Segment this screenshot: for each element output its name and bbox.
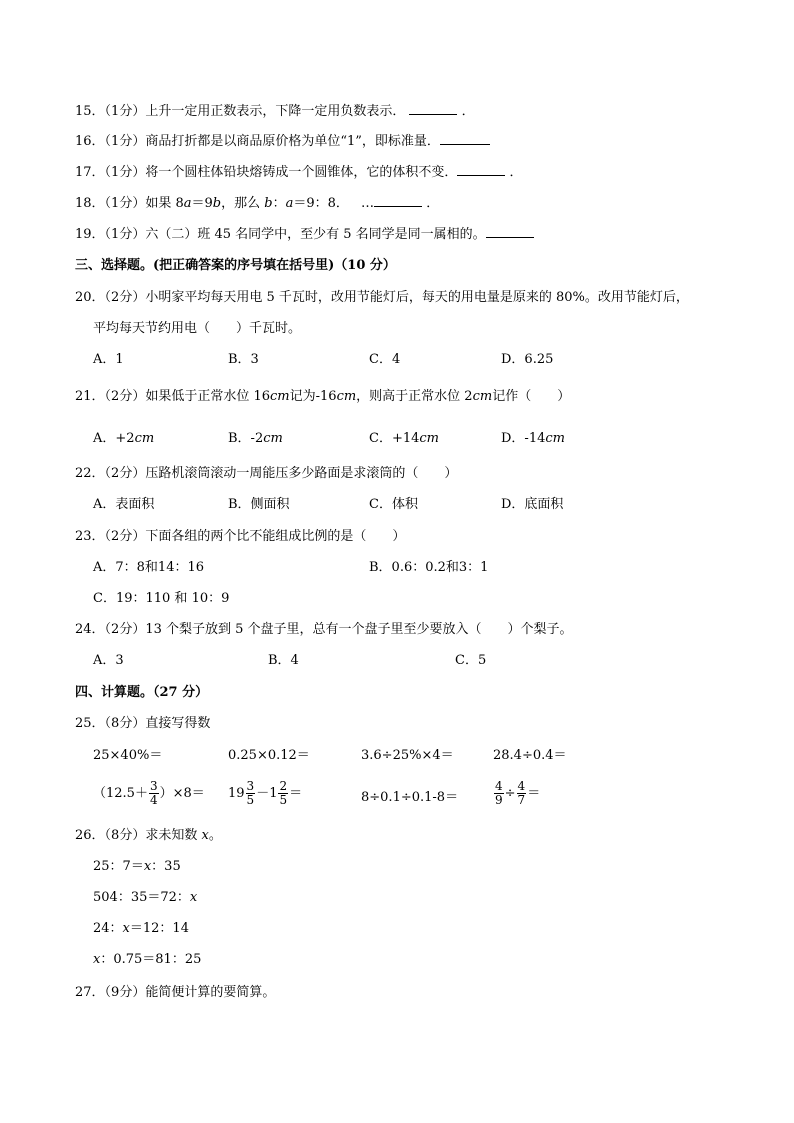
answer-blank[interactable] [409,114,457,115]
question-score: （2分） [104,529,146,544]
question-score: （1分） [104,134,146,149]
variable: a [285,196,294,211]
question-text: ＝9：8． [293,196,349,211]
question-text: 13 个梨子放到 5 个盘子里，总有一个盘子里至少要放入（ ）个梨子。 [145,622,573,637]
eq-text: ：0.75＝81：25 [100,952,202,967]
question-number: 19． [75,227,105,242]
question-text: 记为-16 [289,389,337,404]
question-text: 商品打折都是以商品原价格为单位“1”，即标准量． [145,134,440,149]
question-18 [75,195,439,213]
question-text: 如果低于正常水位 16 [145,389,271,404]
fraction [246,780,256,807]
calc-item: 25×40%＝ [93,748,163,763]
variable: b [264,196,273,211]
question-20-cont: 平均每天节约用电（ ）千瓦时。 [93,321,302,336]
variable: x [93,952,101,967]
denominator: 9 [495,793,503,807]
fraction [149,780,159,807]
fraction [494,780,504,807]
question-score: （2分） [104,622,146,637]
section-heading-calc: 四、计算题。（27 分） [75,685,209,700]
section-heading-choice: 三、选择题。(把正确答案的序号填在括号里)（10 分） [75,258,396,273]
question-25 [75,715,210,733]
question-number: 24． [75,622,105,637]
question-20 [75,289,689,307]
option-d[interactable] [501,430,565,448]
question-score: （8分） [104,828,146,843]
question-26 [75,827,222,845]
question-21 [75,388,570,406]
unit: cm [545,431,565,446]
question-text: 记作（ ） [492,389,571,404]
expr-text: ＝ [289,786,303,801]
expr-text: ＝ [527,786,541,801]
expr-text: 19 [228,786,245,801]
answer-blank[interactable] [457,175,505,176]
question-text: 小明家平均每天用电 5 千瓦时，改用节能灯后，每天的用电量是原来的 80%。改用节能灯后， [145,290,689,305]
question-score: （1分） [104,227,146,242]
question-text: 如果 8 [145,196,184,211]
question-score: （9分） [104,985,146,1000]
unit: cm [419,431,439,446]
variable: x [201,828,209,843]
option-a[interactable]: A．1 [93,352,124,367]
question-27 [75,984,275,1002]
question-text: ＝9 [191,196,213,211]
option-d[interactable]: D．底面积 [501,497,564,512]
expr-text: ）×8＝ [159,786,205,801]
question-15 [75,103,475,121]
question-19 [75,226,534,244]
question-tail: ． [509,165,523,180]
option-label: B．-2 [228,431,264,446]
expr-text: －1 [256,786,278,801]
option-a[interactable] [93,430,154,448]
option-b[interactable]: B．4 [268,653,299,668]
option-d[interactable]: D．6.25 [501,352,554,367]
option-label: A．+2 [93,431,135,446]
option-c[interactable]: C．19：110 和 10：9 [93,591,230,606]
answer-blank[interactable] [486,237,534,238]
question-text: ，那么 [221,196,265,211]
option-b[interactable]: B．3 [228,352,259,367]
equation [93,858,181,876]
option-b[interactable]: B．侧面积 [228,497,290,512]
eq-text: ：35 [151,859,181,874]
variable: b [212,196,222,211]
question-16 [75,133,490,151]
numerator: 4 [517,779,526,793]
question-text: 六（二）班 45 名同学中，至少有 5 名同学是同一属相的。 [145,227,486,242]
numerator: 2 [279,779,288,793]
calc-item [493,780,540,807]
option-label: C．+14 [369,431,420,446]
unit: cm [270,389,290,404]
question-23 [75,528,405,546]
variable: x [143,859,152,874]
question-score: （1分） [104,196,146,211]
numerator: 3 [246,779,255,793]
question-text: 直接写得数 [145,716,211,731]
question-text: 求未知数 [145,828,202,843]
question-number: 26． [75,828,105,843]
option-a[interactable]: A．7：8和14：16 [93,560,205,575]
unit: cm [472,389,493,404]
option-c[interactable]: C．4 [369,352,401,367]
denominator: 7 [517,793,526,807]
question-text: 下面各组的两个比不能组成比例的是（ ） [145,529,406,544]
question-text: 。 [208,828,222,843]
question-17 [75,164,523,182]
calc-item: 28.4÷0.4＝ [493,748,567,763]
eq-text: 24： [93,921,123,936]
question-number: 23． [75,529,105,544]
denominator: 4 [149,793,158,807]
equation [93,951,201,969]
eq-text: 25：7＝ [93,859,144,874]
numerator: 3 [149,779,158,793]
question-tail: ． [426,196,440,211]
equation [93,889,197,907]
question-lead: … [361,196,375,211]
question-number: 18． [75,196,105,211]
question-number: 17． [75,165,105,180]
question-24 [75,621,573,639]
question-number: 27． [75,985,105,1000]
variable: x [189,890,198,905]
option-label: D．-14 [501,431,546,446]
question-22 [75,465,457,483]
eq-text: 504：35＝72： [93,890,190,905]
option-a[interactable]: A．3 [93,653,124,668]
denominator: 5 [279,793,288,807]
option-c[interactable] [369,430,439,448]
question-score: （8分） [104,716,146,731]
question-text: ： [272,196,286,211]
question-score: （2分） [104,389,146,404]
variable: x [122,921,130,936]
question-number: 25． [75,716,105,731]
eq-text: ＝12：14 [129,921,189,936]
option-a[interactable]: A．表面积 [93,497,155,512]
question-tail: ． [461,104,475,119]
option-c[interactable]: C．5 [455,653,487,668]
unit: cm [336,389,357,404]
question-number: 16． [75,134,105,149]
calc-item: 3.6÷25%×4＝ [361,748,454,763]
expr-text: （12.5＋ [93,786,148,801]
question-text: 将一个圆柱体铅块熔铸成一个圆锥体，它的体积不变． [145,165,458,180]
unit: cm [134,431,155,446]
variable: a [183,196,192,211]
fraction [517,780,527,807]
calc-item [93,780,205,807]
fraction [278,780,288,807]
question-score: （2分） [104,290,146,305]
question-text: 能简便计算的要简算。 [145,985,276,1000]
calc-item: 0.25×0.12＝ [228,748,310,763]
question-number: 21． [75,389,105,404]
question-score: （2分） [104,466,146,481]
option-b[interactable] [228,430,283,448]
question-text: 上升一定用正数表示，下降一定用负数表示． [145,104,406,119]
question-text: 压路机滚筒滚动一周能压多少路面是求滚筒的（ ） [145,466,458,481]
calc-item: 8÷0.1÷0.1-8＝ [361,790,459,805]
option-c[interactable]: C．体积 [369,497,418,512]
question-number: 22． [75,466,105,481]
question-number: 15． [75,104,105,119]
unit: cm [263,431,283,446]
question-score: （1分） [104,104,146,119]
denominator: 5 [246,793,255,807]
numerator: 4 [495,779,503,793]
question-text: ，则高于正常水位 2 [356,389,473,404]
answer-blank[interactable] [440,144,490,145]
option-b[interactable]: B．0.6：0.2和3：1 [369,560,489,575]
equation [93,920,189,938]
question-number: 20． [75,290,105,305]
answer-blank[interactable] [374,206,422,207]
question-score: （1分） [104,165,146,180]
calc-item [228,780,302,807]
expr-text: ÷ [504,786,516,801]
